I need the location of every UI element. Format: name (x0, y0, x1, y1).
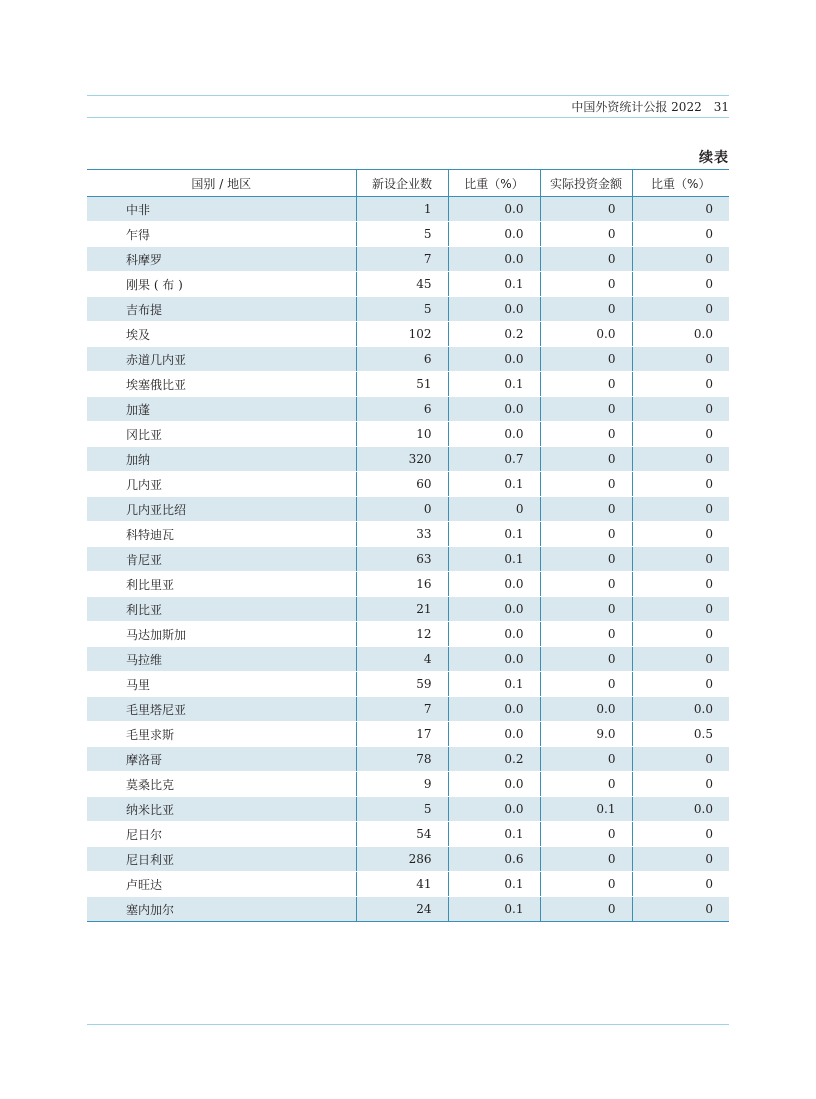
new-enterprises-cell: 54 (356, 822, 448, 847)
actual-investment-cell: 0.0 (540, 697, 632, 722)
new-enterprises-cell: 9 (356, 772, 448, 797)
new-enterprises-cell: 4 (356, 647, 448, 672)
publication-title: 中国外资统计公报 2022 (571, 100, 702, 114)
footer-rule (87, 1024, 729, 1025)
investment-share-cell: 0 (632, 222, 729, 247)
investment-share-cell: 0 (632, 547, 729, 572)
country-cell: 尼日利亚 (87, 847, 356, 872)
new-enterprises-cell: 21 (356, 597, 448, 622)
investment-share-cell: 0 (632, 672, 729, 697)
actual-investment-cell: 0.1 (540, 797, 632, 822)
enterprise-share-cell: 0.1 (448, 897, 540, 922)
investment-share-cell: 0 (632, 497, 729, 522)
enterprise-share-cell: 0.2 (448, 322, 540, 347)
new-enterprises-cell: 6 (356, 397, 448, 422)
actual-investment-cell: 0 (540, 272, 632, 297)
actual-investment-cell: 0 (540, 397, 632, 422)
country-cell: 利比亚 (87, 597, 356, 622)
actual-investment-cell: 0 (540, 422, 632, 447)
country-cell: 纳米比亚 (87, 797, 356, 822)
country-cell: 肯尼亚 (87, 547, 356, 572)
table-body (87, 197, 729, 922)
enterprise-share-cell: 0.0 (448, 222, 540, 247)
investment-share-cell: 0.0 (632, 697, 729, 722)
country-cell: 刚果 ( 布 ) (87, 272, 356, 297)
header-rule-bottom (87, 117, 729, 118)
continued-table-label: 续表 (699, 150, 729, 166)
table-row (87, 422, 729, 447)
enterprise-share-cell: 0.1 (448, 472, 540, 497)
actual-investment-cell: 0 (540, 622, 632, 647)
enterprise-share-cell: 0.1 (448, 672, 540, 697)
country-cell: 利比里亚 (87, 572, 356, 597)
country-cell: 马拉维 (87, 647, 356, 672)
actual-investment-cell: 0 (540, 447, 632, 472)
country-cell: 科摩罗 (87, 247, 356, 272)
fdi-by-country-table (87, 169, 729, 922)
actual-investment-cell: 0 (540, 347, 632, 372)
enterprise-share-cell: 0.0 (448, 297, 540, 322)
investment-share-cell: 0 (632, 297, 729, 322)
table-row (87, 697, 729, 722)
actual-investment-cell: 0 (540, 497, 632, 522)
enterprise-share-cell: 0.0 (448, 197, 540, 222)
investment-share-cell: 0 (632, 897, 729, 922)
enterprise-share-cell: 0.0 (448, 772, 540, 797)
country-cell: 毛里求斯 (87, 722, 356, 747)
new-enterprises-cell: 33 (356, 522, 448, 547)
actual-investment-cell: 0 (540, 247, 632, 272)
investment-share-cell: 0 (632, 772, 729, 797)
new-enterprises-cell: 320 (356, 447, 448, 472)
table-row (87, 647, 729, 672)
table-row (87, 847, 729, 872)
investment-share-cell: 0 (632, 872, 729, 897)
header-enterprise-share: 比重（%） (448, 170, 540, 197)
investment-share-cell: 0 (632, 372, 729, 397)
actual-investment-cell: 0 (540, 222, 632, 247)
enterprise-share-cell: 0.6 (448, 847, 540, 872)
actual-investment-cell: 0 (540, 197, 632, 222)
country-cell: 卢旺达 (87, 872, 356, 897)
country-cell: 科特迪瓦 (87, 522, 356, 547)
enterprise-share-cell: 0.1 (448, 547, 540, 572)
actual-investment-cell: 0 (540, 547, 632, 572)
table-row (87, 797, 729, 822)
investment-share-cell: 0 (632, 447, 729, 472)
enterprise-share-cell: 0.0 (448, 597, 540, 622)
country-cell: 中非 (87, 197, 356, 222)
country-cell: 加蓬 (87, 397, 356, 422)
enterprise-share-cell: 0.1 (448, 872, 540, 897)
actual-investment-cell: 0 (540, 847, 632, 872)
enterprise-share-cell: 0.0 (448, 347, 540, 372)
table-row (87, 247, 729, 272)
header-new-enterprises: 新设企业数 (356, 170, 448, 197)
header-investment-share: 比重（%） (632, 170, 729, 197)
investment-share-cell: 0 (632, 822, 729, 847)
new-enterprises-cell: 63 (356, 547, 448, 572)
investment-share-cell: 0 (632, 572, 729, 597)
table-row (87, 622, 729, 647)
table-row (87, 722, 729, 747)
country-cell: 莫桑比克 (87, 772, 356, 797)
new-enterprises-cell: 7 (356, 247, 448, 272)
enterprise-share-cell: 0.1 (448, 522, 540, 547)
table-header-row (87, 170, 729, 197)
table-row (87, 347, 729, 372)
table-row (87, 747, 729, 772)
country-cell: 毛里塔尼亚 (87, 697, 356, 722)
table-row (87, 297, 729, 322)
table-row (87, 197, 729, 222)
enterprise-share-cell: 0.7 (448, 447, 540, 472)
enterprise-share-cell: 0.0 (448, 647, 540, 672)
investment-share-cell: 0.0 (632, 322, 729, 347)
enterprise-share-cell: 0.0 (448, 622, 540, 647)
investment-share-cell: 0 (632, 197, 729, 222)
table-row (87, 772, 729, 797)
country-cell: 赤道几内亚 (87, 347, 356, 372)
actual-investment-cell: 0 (540, 572, 632, 597)
new-enterprises-cell: 0 (356, 497, 448, 522)
enterprise-share-cell: 0.0 (448, 797, 540, 822)
table-row (87, 822, 729, 847)
country-cell: 马达加斯加 (87, 622, 356, 647)
country-cell: 乍得 (87, 222, 356, 247)
new-enterprises-cell: 24 (356, 897, 448, 922)
table-row (87, 522, 729, 547)
table-row (87, 872, 729, 897)
table-row (87, 497, 729, 522)
investment-share-cell: 0 (632, 247, 729, 272)
investment-share-cell: 0 (632, 347, 729, 372)
table-row (87, 372, 729, 397)
header-country-region: 国别 / 地区 (87, 170, 356, 197)
table-row (87, 447, 729, 472)
investment-share-cell: 0 (632, 747, 729, 772)
table-row (87, 897, 729, 922)
enterprise-share-cell: 0.1 (448, 822, 540, 847)
new-enterprises-cell: 59 (356, 672, 448, 697)
country-cell: 加纳 (87, 447, 356, 472)
actual-investment-cell: 0 (540, 297, 632, 322)
table-row (87, 572, 729, 597)
actual-investment-cell: 0 (540, 597, 632, 622)
investment-share-cell: 0.5 (632, 722, 729, 747)
new-enterprises-cell: 5 (356, 797, 448, 822)
investment-share-cell: 0 (632, 422, 729, 447)
actual-investment-cell: 0 (540, 372, 632, 397)
table-row (87, 597, 729, 622)
header-actual-investment: 实际投资金额 (540, 170, 632, 197)
country-cell: 埃塞俄比亚 (87, 372, 356, 397)
country-cell: 埃及 (87, 322, 356, 347)
new-enterprises-cell: 16 (356, 572, 448, 597)
enterprise-share-cell: 0.0 (448, 247, 540, 272)
actual-investment-cell: 0 (540, 772, 632, 797)
country-cell: 尼日尔 (87, 822, 356, 847)
investment-share-cell: 0 (632, 522, 729, 547)
new-enterprises-cell: 6 (356, 347, 448, 372)
actual-investment-cell: 9.0 (540, 722, 632, 747)
investment-share-cell: 0 (632, 472, 729, 497)
country-cell: 马里 (87, 672, 356, 697)
table-row (87, 472, 729, 497)
investment-share-cell: 0 (632, 272, 729, 297)
investment-share-cell: 0.0 (632, 797, 729, 822)
country-cell: 几内亚比绍 (87, 497, 356, 522)
page-number: 31 (713, 100, 729, 114)
new-enterprises-cell: 5 (356, 222, 448, 247)
new-enterprises-cell: 12 (356, 622, 448, 647)
investment-share-cell: 0 (632, 397, 729, 422)
investment-share-cell: 0 (632, 647, 729, 672)
investment-share-cell: 0 (632, 847, 729, 872)
table-row (87, 397, 729, 422)
country-cell: 吉布提 (87, 297, 356, 322)
country-cell: 塞内加尔 (87, 897, 356, 922)
actual-investment-cell: 0 (540, 747, 632, 772)
new-enterprises-cell: 10 (356, 422, 448, 447)
new-enterprises-cell: 17 (356, 722, 448, 747)
actual-investment-cell: 0 (540, 822, 632, 847)
enterprise-share-cell: 0.2 (448, 747, 540, 772)
country-cell: 摩洛哥 (87, 747, 356, 772)
table-row (87, 272, 729, 297)
actual-investment-cell: 0 (540, 472, 632, 497)
table-row (87, 547, 729, 572)
country-cell: 几内亚 (87, 472, 356, 497)
country-cell: 冈比亚 (87, 422, 356, 447)
actual-investment-cell: 0 (540, 872, 632, 897)
enterprise-share-cell: 0.1 (448, 372, 540, 397)
enterprise-share-cell: 0.0 (448, 422, 540, 447)
actual-investment-cell: 0 (540, 672, 632, 697)
new-enterprises-cell: 60 (356, 472, 448, 497)
new-enterprises-cell: 78 (356, 747, 448, 772)
new-enterprises-cell: 41 (356, 872, 448, 897)
actual-investment-cell: 0 (540, 522, 632, 547)
actual-investment-cell: 0.0 (540, 322, 632, 347)
new-enterprises-cell: 7 (356, 697, 448, 722)
enterprise-share-cell: 0.0 (448, 722, 540, 747)
new-enterprises-cell: 5 (356, 297, 448, 322)
investment-share-cell: 0 (632, 597, 729, 622)
enterprise-share-cell: 0.1 (448, 272, 540, 297)
new-enterprises-cell: 102 (356, 322, 448, 347)
actual-investment-cell: 0 (540, 647, 632, 672)
running-header (571, 99, 729, 115)
new-enterprises-cell: 1 (356, 197, 448, 222)
enterprise-share-cell: 0.0 (448, 572, 540, 597)
new-enterprises-cell: 51 (356, 372, 448, 397)
table-row (87, 322, 729, 347)
investment-share-cell: 0 (632, 622, 729, 647)
enterprise-share-cell: 0.0 (448, 397, 540, 422)
enterprise-share-cell: 0.0 (448, 697, 540, 722)
table-row (87, 672, 729, 697)
new-enterprises-cell: 45 (356, 272, 448, 297)
enterprise-share-cell: 0 (448, 497, 540, 522)
actual-investment-cell: 0 (540, 897, 632, 922)
table-row (87, 222, 729, 247)
new-enterprises-cell: 286 (356, 847, 448, 872)
header-rule-top (87, 95, 729, 96)
